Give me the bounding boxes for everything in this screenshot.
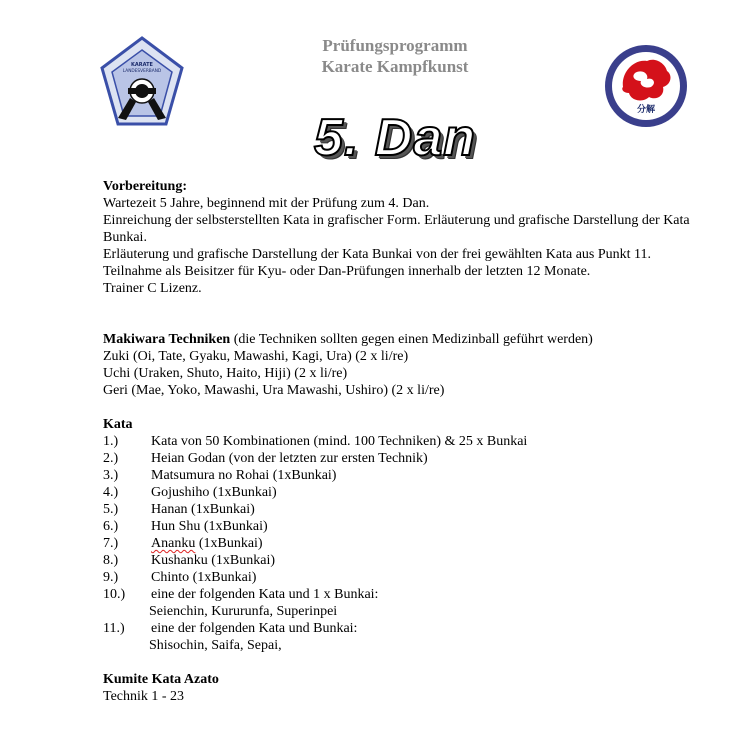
kata-item	[103, 501, 703, 518]
kata-number: 1.)	[103, 434, 119, 449]
makiwara-heading: Makiwara Techniken	[103, 332, 231, 347]
vorbereitung-line: Teilnahme als Beisitzer für Kyu- oder Dan-Prüfungen innerhalb der letzten 12 Monate.	[103, 264, 591, 279]
kata-text-rest: (1xBunkai)	[195, 536, 263, 551]
makiwara-line: Geri (Mae, Yoko, Mawashi, Ura Mawashi, Ushiro) (2 x li/re)	[103, 383, 445, 398]
program-subtitle: Karate Kampfkunst	[321, 57, 469, 76]
kata-number: 3.)	[103, 468, 119, 483]
kata-number: 4.)	[103, 485, 119, 500]
grade-title: 5. Dan	[313, 109, 477, 167]
kata-number: 10.)	[103, 587, 126, 602]
vorbereitung-line: Wartezeit 5 Jahre, beginnend mit der Prüfung zum 4. Dan.	[103, 196, 430, 211]
kata-heading: Kata	[103, 417, 133, 432]
kata-item	[103, 450, 703, 467]
kata-number: 5.)	[103, 502, 119, 517]
kata-item	[103, 552, 703, 569]
logo-kanji: 分解	[636, 105, 656, 115]
kata-item	[103, 586, 703, 603]
kata-item	[103, 620, 703, 637]
vorbereitung-line: Erläuterung und grafische Darstellung der Kata Bunkai von der frei gewählten Kata aus Punkt 11.	[103, 247, 652, 262]
kata-number: 11.)	[103, 621, 125, 636]
kata-number: 9.)	[103, 570, 119, 585]
vorbereitung-line: Einreichung der selbsterstellten Kata in grafischer Form. Erläuterung und grafische Darstellung der Kata Bunkai.	[103, 213, 690, 245]
kumite-line: Technik 1 - 23	[103, 689, 185, 704]
kata-text: Chinto (1xBunkai)	[151, 570, 257, 585]
kata-item	[103, 518, 703, 535]
kata-item	[103, 569, 703, 586]
kata-item	[103, 433, 703, 450]
kata-text: eine der folgenden Kata und Bunkai:	[151, 621, 358, 636]
makiwara-note: (die Techniken sollten gegen einen Medizinball geführt werden)	[230, 332, 593, 347]
kata-number: 7.)	[103, 536, 119, 551]
kata-text: Kata von 50 Kombinationen (mind. 100 Techniken) & 25 x Bunkai	[151, 434, 528, 449]
logo-text-bottom: LANDESVERBAND	[122, 69, 162, 74]
kata-number: 6.)	[103, 519, 119, 534]
kata-text: eine der folgenden Kata und 1 x Bunkai:	[151, 587, 379, 602]
kumite-heading: Kumite Kata Azato	[103, 672, 219, 687]
kata-sub-options: Shisochin, Saifa, Sepai,	[149, 638, 282, 653]
document-body	[103, 178, 703, 705]
makiwara-line: Zuki (Oi, Tate, Gyaku, Mawashi, Kagi, Ura) (2 x li/re)	[103, 349, 409, 364]
kata-text: Gojushiho (1xBunkai)	[151, 485, 277, 500]
vorbereitung-line: Trainer C Lizenz.	[103, 281, 202, 296]
kata-item	[103, 484, 703, 501]
kata-text: Heian Godan (von der letzten zur ersten Technik)	[151, 451, 428, 466]
kata-number: 8.)	[103, 553, 119, 568]
kata-item	[103, 535, 703, 552]
makiwara-line: Uchi (Uraken, Shuto, Haito, Hiji) (2 x li/re)	[103, 366, 348, 381]
karate-landesverband-logo	[100, 36, 184, 128]
kata-sub-options: Seienchin, Kururunfa, Superinpei	[149, 604, 338, 619]
kata-number: 2.)	[103, 451, 119, 466]
kata-text: Hun Shu (1xBunkai)	[151, 519, 268, 534]
kata-text-spellcheck: Ananku	[151, 536, 196, 551]
makiwara-heading-line	[103, 331, 703, 348]
logo-text-top: KARATE	[131, 62, 153, 68]
kata-item	[103, 467, 703, 484]
kata-text: Kushanku (1xBunkai)	[151, 553, 276, 568]
bunkai-logo	[603, 43, 689, 129]
kata-text: Hanan (1xBunkai)	[151, 502, 255, 517]
kata-text: Matsumura no Rohai (1xBunkai)	[151, 468, 337, 483]
program-title: Prüfungsprogramm	[322, 36, 468, 55]
vorbereitung-heading: Vorbereitung:	[103, 179, 187, 194]
